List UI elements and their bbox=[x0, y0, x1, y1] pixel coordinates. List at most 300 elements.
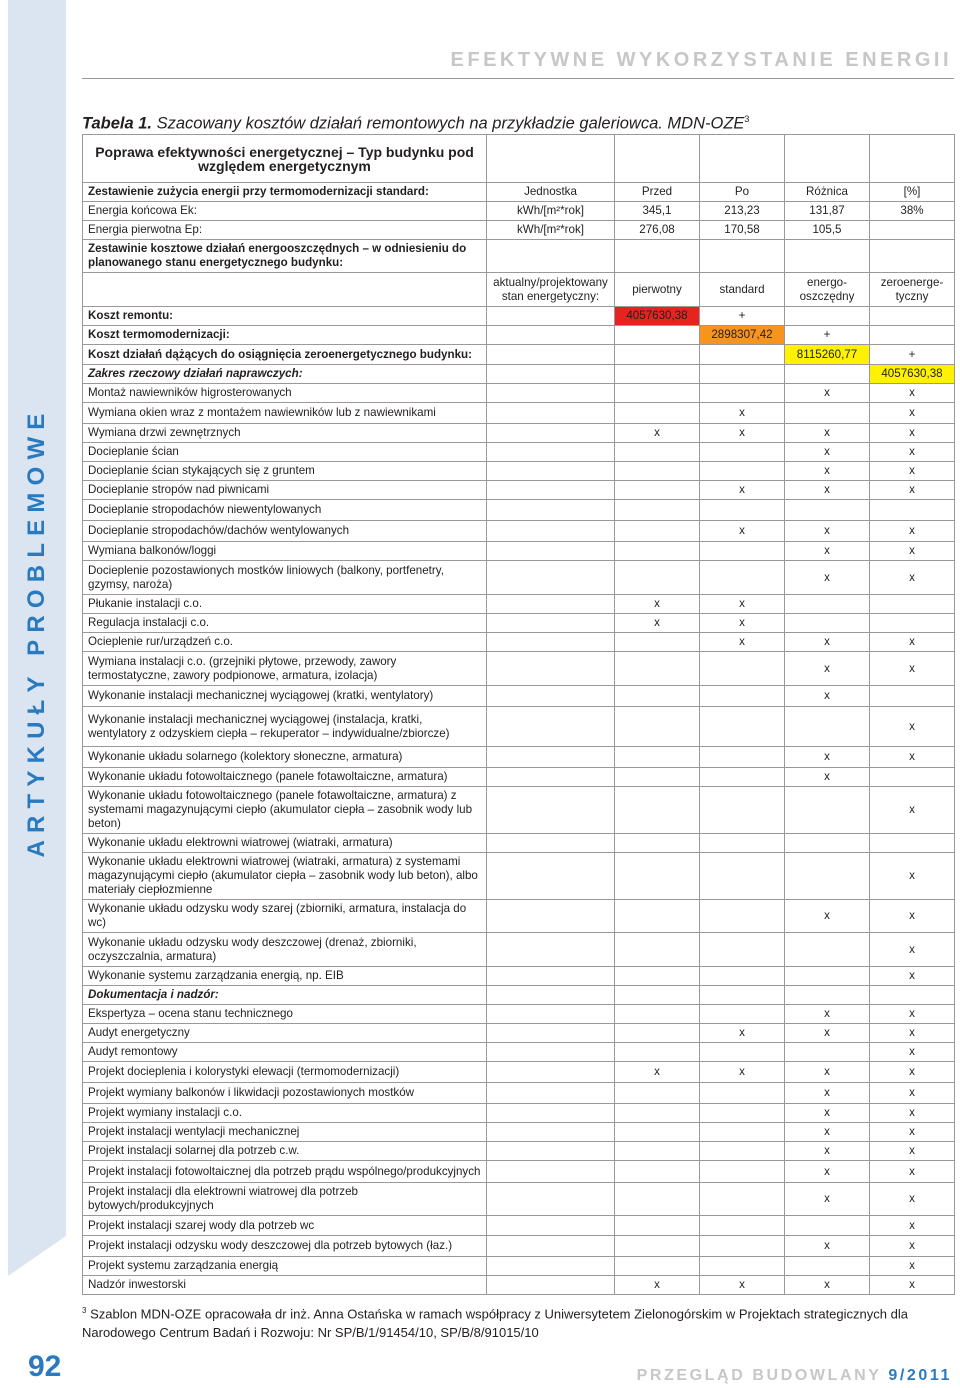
activity-mark bbox=[487, 1104, 615, 1123]
activity-label: Projekt systemu zarządzania energią bbox=[83, 1257, 487, 1276]
activity-label: Wykonanie instalacji mechanicznej wyciągowej (instalacja, kratki, wentylatory z odzyskiem ciepła – rekuperator – indywidualne/zbiorcze) bbox=[83, 707, 487, 747]
activity-mark bbox=[487, 1024, 615, 1043]
activity-mark bbox=[615, 1142, 700, 1161]
activity-mark bbox=[615, 443, 700, 462]
activity-mark bbox=[700, 834, 785, 853]
activity-label: Wykonanie instalacji mechanicznej wyciągowej (kratki, wentylatory) bbox=[83, 686, 487, 707]
activity-mark bbox=[785, 500, 870, 521]
activity-mark bbox=[487, 1183, 615, 1216]
energy-header-row bbox=[83, 183, 955, 202]
activity-mark: x bbox=[785, 1276, 870, 1295]
empty-cell bbox=[785, 307, 870, 326]
scope-row bbox=[83, 365, 955, 384]
empty-cell bbox=[700, 240, 785, 273]
activity-mark bbox=[615, 1043, 700, 1062]
activity-mark bbox=[487, 500, 615, 521]
activity-row bbox=[83, 1161, 955, 1183]
activity-mark: x bbox=[615, 424, 700, 443]
activity-label: Projekt instalacji solarnej dla potrzeb c.w. bbox=[83, 1142, 487, 1161]
activity-mark: x bbox=[870, 384, 955, 403]
table-title-line2: względem energetycznym bbox=[198, 157, 371, 174]
empty-cell bbox=[870, 307, 955, 326]
activity-mark bbox=[615, 707, 700, 747]
cost-plus: + bbox=[785, 326, 870, 345]
empty-cell bbox=[615, 986, 700, 1005]
energy-after: 213,23 bbox=[700, 202, 785, 221]
activity-mark: x bbox=[785, 1123, 870, 1142]
activity-mark bbox=[487, 633, 615, 652]
activity-label: Projekt wymiany instalacji c.o. bbox=[83, 1104, 487, 1123]
activity-mark: x bbox=[870, 1276, 955, 1295]
activity-label: Wykonanie układu odzysku wody szarej (zbiorniki, armatura, instalacja do wc) bbox=[83, 900, 487, 933]
activity-label: Audyt remontowy bbox=[83, 1043, 487, 1062]
activity-mark: x bbox=[615, 1062, 700, 1083]
activity-mark bbox=[615, 967, 700, 986]
empty-cell bbox=[785, 240, 870, 273]
activity-mark bbox=[487, 1062, 615, 1083]
activity-mark bbox=[487, 403, 615, 424]
activity-mark: x bbox=[785, 424, 870, 443]
activity-mark: x bbox=[870, 747, 955, 768]
activity-row bbox=[83, 686, 955, 707]
activity-row bbox=[83, 521, 955, 542]
cost-row-thermo bbox=[83, 326, 955, 345]
activity-mark: x bbox=[785, 1161, 870, 1183]
activity-mark: x bbox=[785, 747, 870, 768]
activity-mark bbox=[870, 614, 955, 633]
activity-label: Wymiana okien wraz z montażem nawiewników lub z nawiewnikami bbox=[83, 403, 487, 424]
activity-mark: x bbox=[870, 1216, 955, 1236]
activity-label: Projekt instalacji szarej wody dla potrzeb wc bbox=[83, 1216, 487, 1236]
activity-mark: x bbox=[700, 1062, 785, 1083]
activity-mark: x bbox=[700, 614, 785, 633]
activity-mark bbox=[487, 768, 615, 787]
activity-row bbox=[83, 1183, 955, 1216]
activity-row bbox=[83, 787, 955, 834]
activity-row bbox=[83, 443, 955, 462]
state-columns-row bbox=[83, 273, 955, 307]
activity-mark bbox=[615, 403, 700, 424]
energy-row-final bbox=[83, 202, 955, 221]
activity-mark bbox=[700, 900, 785, 933]
activity-mark bbox=[487, 1142, 615, 1161]
activity-mark bbox=[615, 768, 700, 787]
activity-mark bbox=[487, 787, 615, 834]
cost-plus: + bbox=[870, 345, 955, 365]
activity-row bbox=[83, 633, 955, 652]
activity-label: Projekt instalacji dla elektrowni wiatrowej dla potrzeb bytowych/produkcyjnych bbox=[83, 1183, 487, 1216]
activity-mark bbox=[615, 933, 700, 967]
empty-cell bbox=[700, 986, 785, 1005]
activity-mark: x bbox=[785, 462, 870, 481]
activity-mark bbox=[615, 481, 700, 500]
activity-mark bbox=[785, 853, 870, 900]
activity-mark: x bbox=[870, 1257, 955, 1276]
activity-mark bbox=[487, 481, 615, 500]
activity-mark: x bbox=[870, 521, 955, 542]
activity-mark: x bbox=[870, 633, 955, 652]
activity-row bbox=[83, 707, 955, 747]
activity-label: Wykonanie układu elektrowni wiatrowej (wiatraki, armatura) z systemami magazynującymi ciepło (akumulator ciepła – zasobnik wody lub beton), albo materiały ciepłozmienne bbox=[83, 853, 487, 900]
activity-row bbox=[83, 424, 955, 443]
activity-mark: x bbox=[870, 652, 955, 686]
activity-mark bbox=[870, 595, 955, 614]
empty-cell bbox=[870, 135, 955, 183]
activity-mark: x bbox=[785, 1142, 870, 1161]
activity-mark bbox=[615, 1005, 700, 1024]
activity-mark: x bbox=[870, 1104, 955, 1123]
activity-mark: x bbox=[700, 633, 785, 652]
activity-mark bbox=[700, 384, 785, 403]
activity-mark bbox=[487, 652, 615, 686]
activity-mark bbox=[615, 1123, 700, 1142]
activity-mark bbox=[487, 967, 615, 986]
documentation-heading: Dokumentacja i nadzór: bbox=[83, 986, 487, 1005]
activity-mark: x bbox=[870, 542, 955, 561]
activity-mark bbox=[487, 1216, 615, 1236]
activity-mark bbox=[700, 1161, 785, 1183]
activity-row bbox=[83, 967, 955, 986]
activity-mark: x bbox=[870, 1024, 955, 1043]
col-percent-header: [%] bbox=[870, 183, 955, 202]
activity-mark bbox=[615, 542, 700, 561]
activity-row bbox=[83, 652, 955, 686]
activity-label: Docieplanie stropodachów niewentylowanych bbox=[83, 500, 487, 521]
empty-cell bbox=[700, 345, 785, 365]
activity-mark bbox=[785, 614, 870, 633]
activity-mark bbox=[615, 1236, 700, 1257]
activity-mark bbox=[785, 1216, 870, 1236]
activity-mark: x bbox=[870, 967, 955, 986]
activity-mark bbox=[700, 967, 785, 986]
activity-mark bbox=[870, 500, 955, 521]
activity-label: Regulacja instalacji c.o. bbox=[83, 614, 487, 633]
empty-cell bbox=[615, 365, 700, 384]
activity-mark bbox=[700, 542, 785, 561]
col-after-header: Po bbox=[700, 183, 785, 202]
activity-mark bbox=[615, 500, 700, 521]
sidebar-band-tail bbox=[8, 1236, 66, 1276]
activity-label: Projekt docieplenia i kolorystyki elewacji (termomodernizacji) bbox=[83, 1062, 487, 1083]
activity-mark bbox=[700, 1142, 785, 1161]
activity-mark bbox=[700, 1043, 785, 1062]
energy-unit: kWh/[m²*rok] bbox=[487, 221, 615, 240]
activity-mark bbox=[700, 1104, 785, 1123]
activity-mark: x bbox=[615, 595, 700, 614]
activity-mark bbox=[700, 1236, 785, 1257]
activity-mark bbox=[615, 900, 700, 933]
activity-row bbox=[83, 561, 955, 595]
activity-label: Wymiana instalacji c.o. (grzejniki płytowe, przewody, zawory termostatyczne, zawory podpionowe, armatura, izolacja) bbox=[83, 652, 487, 686]
activity-mark bbox=[615, 462, 700, 481]
activity-label: Wykonanie układu elektrowni wiatrowej (wiatraki, armatura) bbox=[83, 834, 487, 853]
activity-row bbox=[83, 1216, 955, 1236]
activity-row bbox=[83, 500, 955, 521]
energy-difference: 105,5 bbox=[785, 221, 870, 240]
empty-cell bbox=[785, 986, 870, 1005]
activity-mark: x bbox=[785, 384, 870, 403]
activity-row bbox=[83, 384, 955, 403]
activity-mark: x bbox=[870, 424, 955, 443]
activity-mark bbox=[615, 384, 700, 403]
activity-mark bbox=[487, 1276, 615, 1295]
energy-before: 345,1 bbox=[615, 202, 700, 221]
activity-mark bbox=[700, 462, 785, 481]
activity-mark: x bbox=[785, 633, 870, 652]
energy-row-label: Energia końcowa Ek: bbox=[83, 202, 487, 221]
activity-row bbox=[83, 900, 955, 933]
activity-label: Ocieplenie rur/urządzeń c.o. bbox=[83, 633, 487, 652]
activity-mark: x bbox=[870, 900, 955, 933]
activity-row bbox=[83, 614, 955, 633]
empty-cell bbox=[700, 365, 785, 384]
empty-cell bbox=[487, 986, 615, 1005]
caption-label: Tabela 1. bbox=[82, 114, 153, 133]
activity-mark: x bbox=[785, 1236, 870, 1257]
caption-text: Szacowany kosztów działań remontowych na przykładzie galeriowca. MDN-OZE bbox=[156, 114, 745, 133]
activity-mark bbox=[615, 1104, 700, 1123]
energy-unit: kWh/[m²*rok] bbox=[487, 202, 615, 221]
empty-cell bbox=[785, 135, 870, 183]
activity-label: Wykonanie układu fotowoltaicznego (panele fotawoltaiczne, armatura) bbox=[83, 768, 487, 787]
activity-mark bbox=[487, 707, 615, 747]
activity-mark bbox=[870, 834, 955, 853]
activity-label: Wykonanie systemu zarządzania energią, np. EIB bbox=[83, 967, 487, 986]
activity-mark bbox=[700, 686, 785, 707]
activity-row bbox=[83, 1043, 955, 1062]
activity-mark bbox=[487, 1043, 615, 1062]
activity-mark: x bbox=[870, 443, 955, 462]
cost-heading: Zestawinie kosztowe działań energooszczędnych – w odniesieniu do planowanego stanu energetycznego budynku: bbox=[83, 240, 487, 273]
activity-row bbox=[83, 542, 955, 561]
activity-label: Docieplanie stropów nad piwnicami bbox=[83, 481, 487, 500]
activity-mark bbox=[487, 686, 615, 707]
activity-mark bbox=[487, 561, 615, 595]
activity-mark: x bbox=[700, 521, 785, 542]
activity-mark bbox=[700, 768, 785, 787]
activity-mark bbox=[700, 443, 785, 462]
activity-label: Projekt instalacji wentylacji mechanicznej bbox=[83, 1123, 487, 1142]
activity-mark bbox=[615, 1161, 700, 1183]
activity-mark bbox=[487, 933, 615, 967]
activity-mark bbox=[615, 1024, 700, 1043]
activity-mark bbox=[785, 1257, 870, 1276]
activity-mark: x bbox=[785, 652, 870, 686]
empty-cell bbox=[785, 365, 870, 384]
activity-mark bbox=[700, 1257, 785, 1276]
col-state-primary: pierwotny bbox=[615, 273, 700, 307]
col-unit-header: Jednostka bbox=[487, 183, 615, 202]
empty-cell bbox=[487, 365, 615, 384]
table-title-line1: Poprawa efektywności energetycznej – Typ budynku pod bbox=[95, 143, 474, 160]
col-state-zero-energy: zeroenerge-tyczny bbox=[870, 273, 955, 307]
activity-mark bbox=[870, 686, 955, 707]
empty-cell bbox=[615, 240, 700, 273]
activity-row bbox=[83, 1142, 955, 1161]
activity-mark bbox=[487, 747, 615, 768]
activity-label: Projekt wymiany balkonów i likwidacji pozostawionych mostków bbox=[83, 1083, 487, 1104]
activity-mark: x bbox=[700, 481, 785, 500]
activity-label: Wykonanie układu fotowoltaicznego (panele fotawoltaiczne, armatura) z systemami magazynującymi ciepło (akumulator ciepła – zasobnik wody lub beton) bbox=[83, 787, 487, 834]
activity-mark bbox=[487, 900, 615, 933]
activity-mark: x bbox=[700, 595, 785, 614]
activity-mark bbox=[700, 747, 785, 768]
activity-mark bbox=[700, 1083, 785, 1104]
activity-mark: x bbox=[870, 481, 955, 500]
caption-footnote-mark: 3 bbox=[744, 114, 750, 124]
activity-mark bbox=[487, 614, 615, 633]
footer-journal bbox=[637, 1367, 952, 1385]
activity-label: Wykonanie układu solarnego (kolektory słoneczne, armatura) bbox=[83, 747, 487, 768]
empty-cell bbox=[487, 240, 615, 273]
activity-label: Audyt energetyczny bbox=[83, 1024, 487, 1043]
section-vertical-label: ARTYKUŁY PROBLEMOWE bbox=[23, 406, 50, 858]
empty-cell bbox=[870, 240, 955, 273]
activity-mark bbox=[615, 747, 700, 768]
energy-row-primary bbox=[83, 221, 955, 240]
activity-mark: x bbox=[870, 1005, 955, 1024]
activity-mark bbox=[487, 1005, 615, 1024]
activity-mark: x bbox=[785, 1024, 870, 1043]
col-state-energy-saving: energo-oszczędny bbox=[785, 273, 870, 307]
activity-mark bbox=[615, 1216, 700, 1236]
activity-row bbox=[83, 1005, 955, 1024]
activity-label: Docieplenie pozostawionych mostków liniowych (balkony, portfenetry, gzymsy, naroża) bbox=[83, 561, 487, 595]
energy-before: 276,08 bbox=[615, 221, 700, 240]
empty-cell bbox=[487, 307, 615, 326]
activity-mark bbox=[785, 1043, 870, 1062]
activity-label: Wymiana balkonów/loggi bbox=[83, 542, 487, 561]
activity-mark bbox=[700, 853, 785, 900]
activity-mark: x bbox=[870, 1183, 955, 1216]
activity-mark bbox=[615, 1083, 700, 1104]
activity-row bbox=[83, 768, 955, 787]
energy-after: 170,58 bbox=[700, 221, 785, 240]
activity-row bbox=[83, 1104, 955, 1123]
activity-mark: x bbox=[700, 1276, 785, 1295]
activity-mark: x bbox=[870, 853, 955, 900]
activity-mark bbox=[785, 967, 870, 986]
footnote-mark: 3 bbox=[82, 1306, 87, 1315]
activity-mark bbox=[487, 834, 615, 853]
cost-label: Koszt działań dążących do osiągnięcia zeroenergetycznego budynku: bbox=[83, 345, 487, 365]
cost-table-body bbox=[83, 135, 955, 1295]
scope-value: 4057630,38 bbox=[870, 365, 955, 384]
empty-cell bbox=[870, 986, 955, 1005]
energy-row-label: Energia pierwotna Ep: bbox=[83, 221, 487, 240]
activity-mark bbox=[615, 787, 700, 834]
activity-row bbox=[83, 834, 955, 853]
activity-row bbox=[83, 933, 955, 967]
activity-mark bbox=[615, 834, 700, 853]
energy-percent bbox=[870, 221, 955, 240]
activity-mark: x bbox=[785, 1005, 870, 1024]
activity-mark: x bbox=[870, 1161, 955, 1183]
activity-mark bbox=[700, 500, 785, 521]
activity-mark bbox=[487, 1083, 615, 1104]
activity-mark bbox=[615, 686, 700, 707]
table-title-row bbox=[83, 135, 955, 183]
cost-heading-row bbox=[83, 240, 955, 273]
activity-mark: x bbox=[870, 1142, 955, 1161]
activity-mark bbox=[785, 834, 870, 853]
activity-mark: x bbox=[870, 403, 955, 424]
activity-mark bbox=[700, 787, 785, 834]
activity-row bbox=[83, 1083, 955, 1104]
activity-mark bbox=[487, 443, 615, 462]
activity-mark bbox=[615, 633, 700, 652]
activity-mark bbox=[870, 768, 955, 787]
energy-heading: Zestawienie zużycia energii przy termomodernizacji standard: bbox=[83, 183, 487, 202]
activity-mark: x bbox=[870, 1123, 955, 1142]
empty-cell bbox=[615, 345, 700, 365]
activity-mark bbox=[785, 933, 870, 967]
empty-cell bbox=[487, 345, 615, 365]
table-title-cell bbox=[83, 135, 487, 183]
activity-mark: x bbox=[785, 443, 870, 462]
activity-row bbox=[83, 481, 955, 500]
activity-row bbox=[83, 1062, 955, 1083]
activity-mark bbox=[487, 1161, 615, 1183]
activity-mark: x bbox=[785, 1183, 870, 1216]
activity-mark: x bbox=[785, 900, 870, 933]
activity-mark: x bbox=[700, 1024, 785, 1043]
cost-value-renovation: 4057630,38 bbox=[615, 307, 700, 326]
activity-mark bbox=[487, 1236, 615, 1257]
activity-mark bbox=[615, 853, 700, 900]
activity-mark bbox=[487, 424, 615, 443]
col-state-current: aktualny/projektowany stan energetyczny: bbox=[487, 273, 615, 307]
activity-label: Płukanie instalacji c.o. bbox=[83, 595, 487, 614]
activity-label: Docieplanie stropodachów/dachów wentylowanych bbox=[83, 521, 487, 542]
cost-plus: + bbox=[700, 307, 785, 326]
cost-table bbox=[82, 134, 955, 1295]
activity-label: Montaż nawiewników higrosterowanych bbox=[83, 384, 487, 403]
empty-cell bbox=[870, 326, 955, 345]
activity-label: Projekt instalacji fotowoltaicznej dla potrzeb prądu wspólnego/produkcyjnych bbox=[83, 1161, 487, 1183]
activity-mark bbox=[785, 403, 870, 424]
footer-journal-name: PRZEGLĄD BUDOWLANY bbox=[636, 1367, 882, 1384]
activity-row bbox=[83, 1123, 955, 1142]
activity-row bbox=[83, 462, 955, 481]
activity-mark: x bbox=[615, 1276, 700, 1295]
activity-row bbox=[83, 1276, 955, 1295]
activity-mark: x bbox=[785, 481, 870, 500]
activity-mark bbox=[700, 1216, 785, 1236]
empty-cell bbox=[487, 326, 615, 345]
activity-mark bbox=[700, 1183, 785, 1216]
header-rule bbox=[82, 78, 954, 79]
cost-value-thermo: 2898307,42 bbox=[700, 326, 785, 345]
col-before-header: Przed bbox=[615, 183, 700, 202]
activity-mark bbox=[785, 707, 870, 747]
cost-row-zero-energy bbox=[83, 345, 955, 365]
activity-mark: x bbox=[870, 1062, 955, 1083]
col-difference-header: Różnica bbox=[785, 183, 870, 202]
activity-row bbox=[83, 1257, 955, 1276]
activity-mark: x bbox=[870, 1083, 955, 1104]
energy-percent: 38% bbox=[870, 202, 955, 221]
col-state-standard: standard bbox=[700, 273, 785, 307]
table-caption bbox=[82, 114, 749, 134]
activity-row bbox=[83, 1024, 955, 1043]
activity-mark: x bbox=[870, 561, 955, 595]
activity-mark bbox=[615, 1257, 700, 1276]
activity-row bbox=[83, 403, 955, 424]
empty-cell bbox=[615, 326, 700, 345]
empty-cell bbox=[83, 273, 487, 307]
activity-label: Wymiana drzwi zewnętrznych bbox=[83, 424, 487, 443]
